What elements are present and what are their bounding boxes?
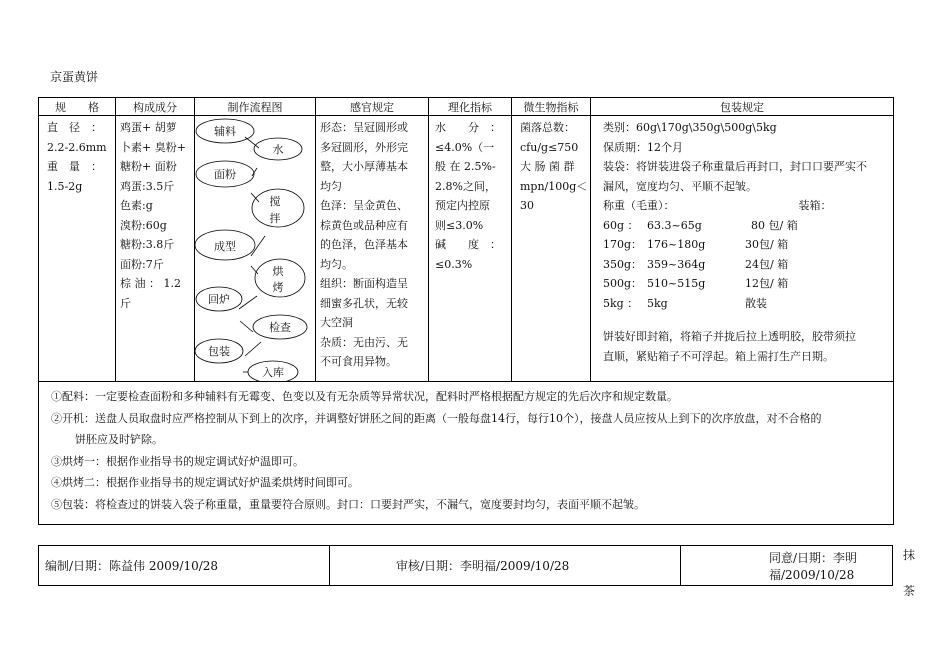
packaging-weight-row xyxy=(603,235,889,255)
pack-size: 350g： xyxy=(603,257,643,271)
micro-line: 30 xyxy=(520,199,534,212)
ingredient-line: 卜素+ 臭粉+ xyxy=(120,140,186,154)
header-micro: 微生物指标 xyxy=(512,98,591,116)
pack-range: 63.3~65g xyxy=(647,218,702,232)
spacer xyxy=(603,313,889,327)
sensory-line: 均匀 xyxy=(320,179,342,193)
flow-label: 回炉 xyxy=(208,293,230,306)
pack-box: 散装 xyxy=(745,296,767,310)
pack-size: 5kg ： xyxy=(603,296,639,310)
physchem-line: 般 在 2.5%- xyxy=(435,160,496,173)
flow-connector xyxy=(252,168,257,176)
ingredient-line: 斤 xyxy=(120,296,131,310)
pack-size: 500g： xyxy=(603,277,643,290)
packaging-cell xyxy=(591,116,894,382)
header-flow: 制作流程图 xyxy=(195,98,316,116)
packaging-line: 漏风，宽度均匀、平顺不起皱。 xyxy=(603,179,757,193)
ingredient-line: 面粉:7斤 xyxy=(120,257,164,271)
pack-range: 5kg xyxy=(647,296,668,310)
note-line: ③烘烤一：根据作业指导书的规定调试好炉温即可。 xyxy=(51,454,304,468)
notes-cell xyxy=(39,382,894,525)
sensory-line: 不可食用异物。 xyxy=(320,355,397,368)
ingredient-line: 色素:g xyxy=(120,199,153,212)
header-sensory: 感官规定 xyxy=(316,98,429,116)
ingredient-line: 鸡蛋:3.5斤 xyxy=(120,179,175,193)
reviewed-by: 审核/日期：李明福/2009/10/28 xyxy=(330,546,681,586)
pack-box: 12包/ 箱 xyxy=(745,277,789,290)
note-line: ①配料：一定要检查面粉和多种辅料有无霉变、色变以及有无杂质等异常状况，配料时严格根据配方规定的先后次序和规定数量。 xyxy=(51,390,678,403)
header-ingredients: 构成成分 xyxy=(116,98,195,116)
physchem-line: 碱 度 ： xyxy=(435,238,501,251)
sensory-line: 的色泽，色泽基本 xyxy=(320,238,408,251)
ingredient-line: 鸡蛋+ 胡萝 xyxy=(120,121,177,134)
sensory-line: 形态：呈冠圆形或 xyxy=(320,121,408,134)
flow-label: 成型 xyxy=(214,240,236,253)
flow-label: 搅 xyxy=(269,195,281,208)
packaging-line: 保质期：12个月 xyxy=(603,140,683,154)
flow-label: 拌 xyxy=(269,212,281,225)
packaging-weight-header xyxy=(603,196,889,216)
physchem-line: 预定内控原 xyxy=(435,199,490,212)
packaging-line: 装袋：将饼装进袋子称重量后再封口，封口口要严实不 xyxy=(603,160,867,173)
notes-row xyxy=(39,382,894,525)
signoff-table xyxy=(38,545,893,586)
sensory-line: 整，大小厚薄基本 xyxy=(320,160,408,173)
flow-cell xyxy=(195,116,316,382)
sensory-line: 大空洞 xyxy=(320,316,353,329)
side-char: 抹 xyxy=(903,548,916,562)
sensory-line: 棕黄色或品种应有 xyxy=(320,218,408,232)
packaging-weight-row xyxy=(603,255,889,275)
flow-label: 烘 xyxy=(272,265,284,278)
sensory-line: 组织：断面构造呈 xyxy=(320,277,408,290)
header-row xyxy=(39,98,894,116)
flow-connector xyxy=(251,193,259,202)
flow-label: 烤 xyxy=(272,281,284,294)
pack-size: 60g ： xyxy=(603,218,639,232)
physchem-line: 水 分 ： xyxy=(435,121,501,134)
pack-box: 80 包/ 箱 xyxy=(751,218,798,232)
sensory-line: 细蜜多孔状，无较 xyxy=(320,296,408,310)
spec-line: 直 径 ： xyxy=(47,121,102,134)
pack-range: 176~180g xyxy=(647,238,706,251)
packaging-line: 类别：60g\170g\350g\500g\5kg xyxy=(603,121,777,134)
flow-label: 包装 xyxy=(208,345,230,358)
flow-label: 入库 xyxy=(262,366,284,379)
physchem-line: ≤0.3% xyxy=(435,257,473,271)
sensory-line: 多冠圆形，外形完 xyxy=(320,140,408,154)
approved-by: 同意/日期：李明福/2009/10/28 xyxy=(681,546,893,586)
ingredient-line: 溴粉:60g xyxy=(120,218,167,232)
note-line: ⑤包装：将检查过的饼装入袋子称重量，重量要符合原则。封口：口要封严实，不漏气，宽度要封均匀，表面平顺不起皱。 xyxy=(51,497,645,511)
sensory-line: 色泽：呈金黄色、 xyxy=(320,199,408,212)
note-line: ②开机：送盘人员取盘时应严格控制从下到上的次序，并调整好饼胚之间的距离（一般每盘14行，每行10个），接盘人员应按从上到下的次序放盘，对不合格的 xyxy=(51,411,822,425)
spec-table xyxy=(38,97,894,525)
pack-range: 359~364g xyxy=(647,257,706,271)
pack-range: 510~515g xyxy=(647,277,706,290)
physchem-line: ≤4.0%（一 xyxy=(435,140,495,154)
micro-line: 大 肠 菌 群 xyxy=(520,160,575,173)
physchem-line: 则≤3.0% xyxy=(435,218,484,232)
packaging-closing: 直顺，紧贴箱子不可浮起。箱上需打生产日期。 xyxy=(603,349,834,363)
ingredient-line: 糖粉+ 面粉 xyxy=(120,160,177,173)
spec-line: 重 量 ： xyxy=(47,160,102,173)
flow-connector xyxy=(245,342,261,356)
flow-label: 检查 xyxy=(269,321,291,334)
ingredients-cell xyxy=(116,116,195,382)
document-title: 京蛋黄饼 xyxy=(50,70,99,84)
weight-label: 称重（毛重）： xyxy=(603,199,675,212)
physchem-line: 2.8%之间， xyxy=(435,179,496,193)
packaging-weight-row xyxy=(603,294,889,314)
packaging-weight-row xyxy=(603,216,889,236)
pack-box: 30包/ 箱 xyxy=(745,238,789,251)
header-physchem: 理化指标 xyxy=(429,98,512,116)
ingredient-line: 糖粉:3.8斤 xyxy=(120,238,175,251)
sensory-line: 杂质：无由污、无 xyxy=(320,335,408,349)
flow-label: 水 xyxy=(272,143,284,156)
sensory-cell xyxy=(316,116,429,382)
flow-label: 辅料 xyxy=(214,125,236,138)
sensory-line: 均匀。 xyxy=(320,257,353,271)
note-line: ④烘烤二：根据作业指导书的规定调试好炉温柔烘烤时间即可。 xyxy=(51,476,359,489)
content-row xyxy=(39,116,894,382)
micro-cell xyxy=(512,116,591,382)
pack-size: 170g： xyxy=(603,238,643,251)
micro-line: cfu/g≤750 xyxy=(520,140,579,154)
physchem-cell xyxy=(429,116,512,382)
note-line: 饼胚应及时铲除。 xyxy=(75,433,163,446)
spec-line: 2.2-2.6mm xyxy=(47,140,107,154)
micro-line: mpn/100g＜ xyxy=(520,179,588,193)
prepared-by: 编制/日期：陈益伟 2009/10/28 xyxy=(39,546,330,586)
spec-cell xyxy=(39,116,116,382)
spec-line: 1.5-2g xyxy=(47,179,83,193)
side-char: 茶 xyxy=(903,584,916,598)
header-packaging: 包装规定 xyxy=(591,98,894,116)
packaging-closing: 饼装好即封箱，将箱子并拢后拉上透明胶，胶带须拉 xyxy=(603,330,856,343)
flow-connector xyxy=(240,321,253,332)
micro-line: 菌落总数： xyxy=(520,121,575,134)
box-label: 装箱： xyxy=(798,199,832,212)
ingredient-line: 棕 油 ： 1.2 xyxy=(120,277,181,290)
flow-diagram xyxy=(195,116,315,381)
packaging-weight-row xyxy=(603,274,889,294)
header-spec: 规 格 xyxy=(39,98,116,116)
pack-box: 24包/ 箱 xyxy=(745,257,789,271)
flow-label: 面粉 xyxy=(214,168,236,181)
